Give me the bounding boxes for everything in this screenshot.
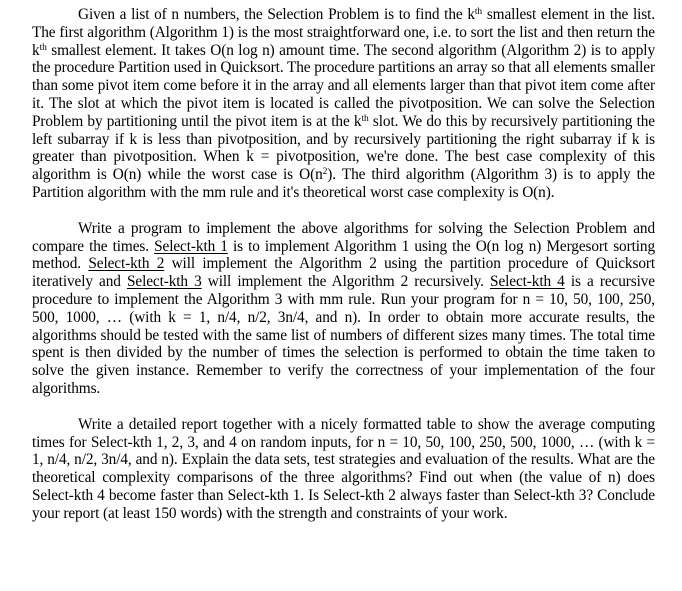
paragraph-selection-problem bbox=[32, 6, 655, 202]
text-span: Given a list of n numbers, the Selection Problem is to find the k bbox=[78, 6, 475, 23]
text-span: is a recursive procedure to implement the Algorithm 3 with mm rule. Run your program for n = 10, 50, 100, 250, 500, 1000, … (with k = 1, n/4, n/2, 3n/4, and n). In order to obtain more accurate results, the algorithms should be tested with the same list of numbers of different sizes many times. The total time spent is then divided by the number of times the selection is performed to obtain the time taken to solve the given instance. Remember to verify the correctness of your implementation of the four algorithms. bbox=[32, 273, 655, 397]
select-kth-1-label: Select-kth 1 bbox=[154, 237, 228, 255]
text-span: will implement the Algorithm 2 recursively. bbox=[201, 273, 491, 291]
text-span: is to implement Algorithm 1 using the O(n log n) Mergesort sorting method. bbox=[32, 237, 655, 273]
superscript-th: th bbox=[474, 7, 483, 17]
paragraph-program-instructions bbox=[32, 220, 655, 398]
select-kth-2-label: Select-kth 2 bbox=[88, 255, 165, 273]
superscript-th: th bbox=[361, 113, 369, 124]
text-span: slot. We do this by recursively partitioning the left subarray if k is less than pivotposition, and by recursively partitioning the right subarray if k is greater than pivotposition. When k = pivotposition, we're done. The best case complexity of this algorithm is O(n) while the worst case is O(n bbox=[32, 112, 655, 184]
select-kth-4-label: Select-kth 4 bbox=[490, 273, 565, 291]
text-span: smallest element. It takes O(n log n) amount time. The second algorithm (Algorithm 2) is to apply the procedure Partition used in Quicksort. The procedure partitions an array so that all elements smaller than some pivot item come before it in the array and all elements larger than that pivot item come after it. The slot at which the pivot item is located is called the pivotposition. We can solve the Selection Problem by partitioning until the pivot item is at the k bbox=[32, 41, 655, 130]
text-span: smallest element in the list. The first algorithm (Algorithm 1) is the most straightforward one, i.e. to sort the list and then return the k bbox=[32, 6, 655, 59]
superscript-squared: 2 bbox=[322, 167, 328, 178]
superscript-th: th bbox=[39, 42, 47, 53]
text-span: Write a program to implement the above algorithms for solving the Selection Problem and compare the times. bbox=[32, 219, 655, 255]
paragraph-report-instructions bbox=[32, 416, 655, 523]
text-span: ). The third algorithm (Algorithm 3) is to apply the Partition algorithm with the mm rule and it's theoretical worst case complexity is O(n). bbox=[32, 166, 655, 201]
text-span: Write a detailed report together with a nicely formatted table to show the average computing times for Select-kth 1, 2, 3, and 4 on random inputs, for n = 10, 50, 100, 250, 500, 1000, … (with k = 1, n/4, n/2, 3n/4, and n). Explain the data sets, test strategies and evaluation of the results. What are the theoretical complexity comparisons of the three algorithms? Find out when (the value of n) does Select-kth 4 become faster than Select-kth 1. Is Select-kth 2 always faster than Select-kth 3? Conclude your report (at least 150 words) with the strength and constraints of your work. bbox=[32, 415, 655, 522]
text-span: will implement the Algorithm 2 using the partition procedure of Quicksort iteratively and bbox=[32, 255, 656, 291]
select-kth-3-label: Select-kth 3 bbox=[126, 273, 202, 291]
